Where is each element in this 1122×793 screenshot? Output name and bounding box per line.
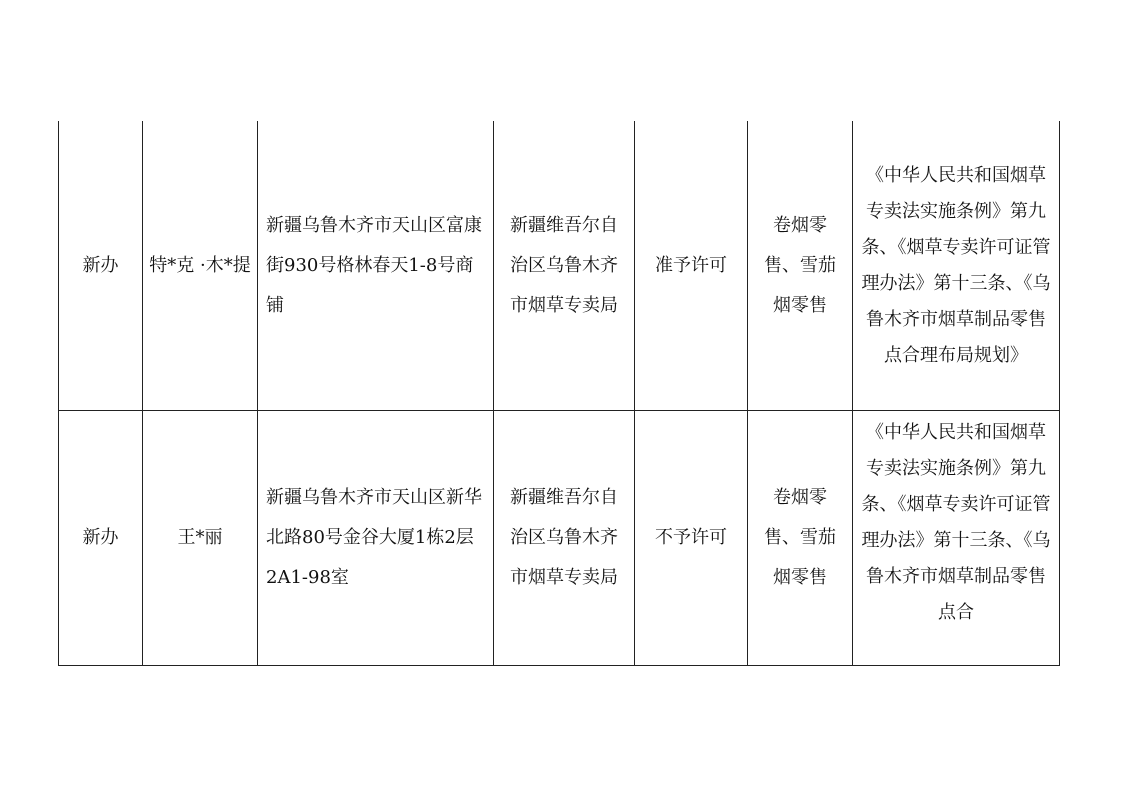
cell-name: 王*丽 bbox=[143, 411, 258, 666]
cell-authority: 新疆维吾尔自治区乌鲁木齐市烟草专卖局 bbox=[494, 121, 635, 411]
cell-name: 特*克 ·木*提 bbox=[143, 121, 258, 411]
cell-address: 新疆乌鲁木齐市天山区富康街930号格林春天1-8号商铺 bbox=[258, 121, 494, 411]
cell-basis: 《中华人民共和国烟草专卖法实施条例》第九条、《烟草专卖许可证管理办法》第十三条、《乌鲁木齐市烟草制品零售点合理布局规划》 bbox=[853, 121, 1060, 411]
cell-type: 新办 bbox=[59, 411, 143, 666]
cell-type: 新办 bbox=[59, 121, 143, 411]
table-row bbox=[59, 411, 1060, 666]
cell-authority: 新疆维吾尔自治区乌鲁木齐市烟草专卖局 bbox=[494, 411, 635, 666]
table-row bbox=[59, 121, 1060, 411]
cell-basis: 《中华人民共和国烟草专卖法实施条例》第九条、《烟草专卖许可证管理办法》第十三条、《乌鲁木齐市烟草制品零售点合 bbox=[853, 411, 1060, 666]
cell-decision: 准予许可 bbox=[635, 121, 748, 411]
license-table bbox=[58, 121, 1060, 666]
cell-address: 新疆乌鲁木齐市天山区新华北路80号金谷大厦1栋2层2A1-98室 bbox=[258, 411, 494, 666]
cell-decision: 不予许可 bbox=[635, 411, 748, 666]
cell-scope: 卷烟零售、雪茄烟零售 bbox=[748, 121, 853, 411]
cell-scope: 卷烟零售、雪茄烟零售 bbox=[748, 411, 853, 666]
